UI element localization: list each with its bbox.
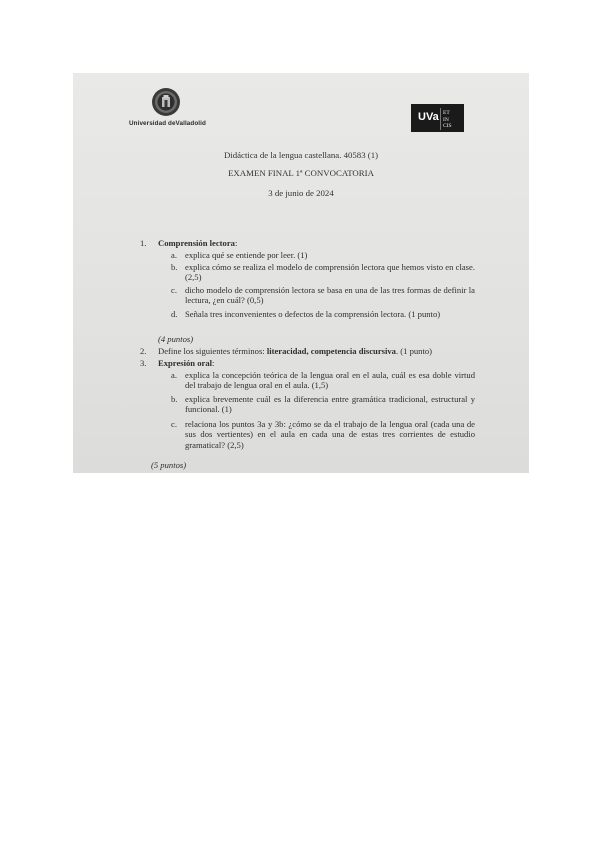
section-title-prefix: Define los siguientes términos: [158,346,267,356]
section-title-bold: literacidad, competencia discursiva [266,346,396,356]
uva-motto-text: ET IN CIS [443,110,452,129]
section-title [158,346,432,356]
item-letter: d. [171,309,178,319]
section-title-bold: Comprensión lectora [158,238,235,248]
exam-title: EXAMEN FINAL 1ª CONVOCATORIA [228,168,374,178]
exam-questions [73,73,529,473]
item-letter: b. [171,262,178,272]
course-title: Didáctica de la lengua castellana. 40583 (1) [223,150,379,160]
item-letter: a. [171,370,177,380]
item-letter: c. [171,285,177,295]
section-points: (4 puntos) [158,334,194,344]
section-title-suffix: : [234,238,238,248]
question-item: dicho modelo de comprensión lectora se basa en una de las tres formas de definir la lectura, ¿en cuál? (0,5) [185,285,475,306]
section-title [158,358,214,368]
item-letter: c. [171,419,177,429]
item-letter: b. [171,394,178,404]
question-item: explica brevemente cuál es la diferencia entre gramática tradicional, estructural y funcional. (1) [185,394,475,415]
question-item: explica cómo se realiza el modelo de comprensión lectora que hemos visto en clase. (2,5) [185,262,475,283]
section-number: 1. [140,238,147,248]
section-title-bold: Expresión oral [158,358,213,368]
university-name: Universidad deValladolid [129,120,206,127]
question-item: explica la concepción teórica de la lengua oral en el aula, cuál es esa doble virtud del trabajo de lengua oral en el aula. (1,5) [185,370,475,391]
item-letter: a. [171,250,177,260]
question-item: explica qué se entiende por leer. (1) [185,250,308,260]
question-item: relaciona los puntos 3a y 3b: ¿cómo se da el trabajo de la lengua oral (cada una de sus dos vertientes) en el aula en cada una de estas tres corrientes de estudio gramatical? (2,5) [185,419,475,450]
scanned-exam-page [73,73,529,473]
section-number: 3. [140,358,147,368]
section-number: 2. [140,346,147,356]
exam-date: 3 de junio de 2024 [268,188,334,198]
section-title [158,238,237,248]
section-title-suffix: : [212,358,215,368]
section-points: (5 puntos) [151,460,187,470]
question-item: Señala tres inconvenientes o defectos de la comprensión lectora. (1 punto) [185,309,441,319]
section-title-suffix: . (1 punto) [395,346,433,356]
uva-logo-text: UVa [418,111,439,123]
